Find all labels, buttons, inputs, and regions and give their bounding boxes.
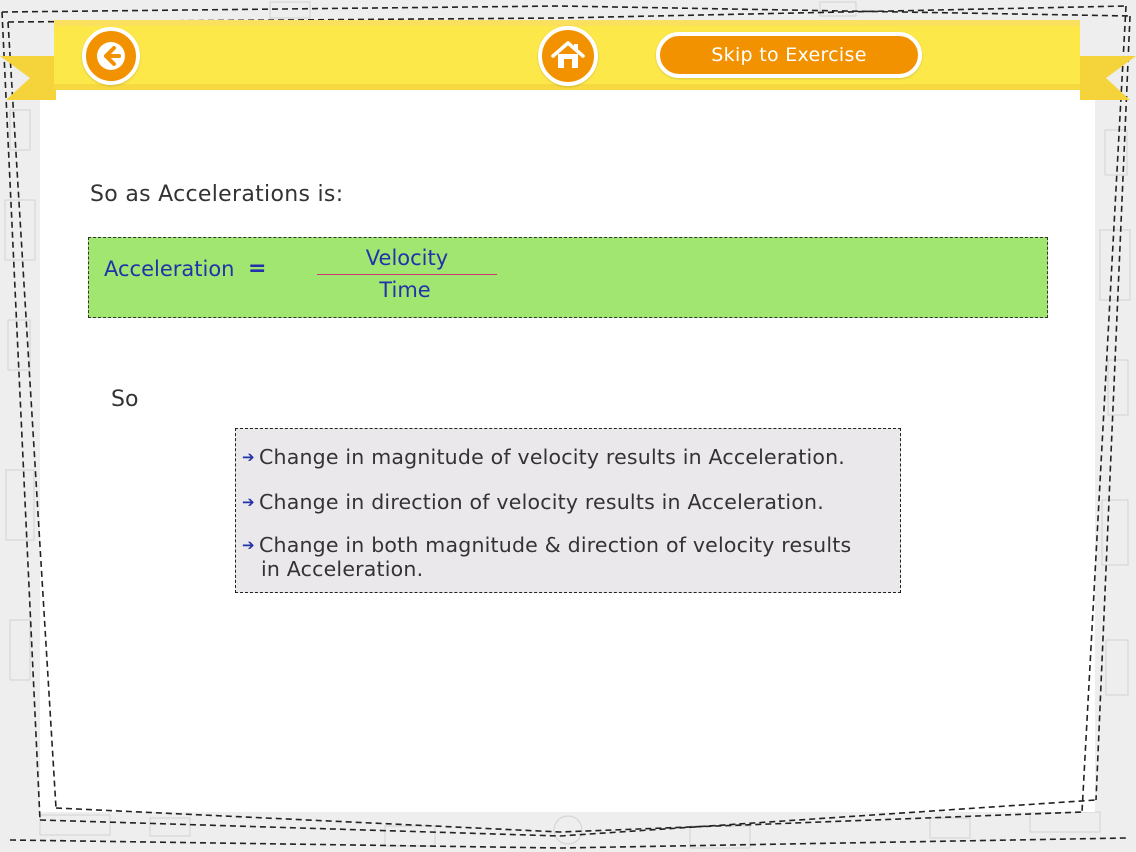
formula-numerator: Velocity [365,246,449,270]
back-button[interactable] [82,27,140,85]
fraction-line [317,274,497,275]
point-text: Change in magnitude of velocity results in Acceleration. [259,445,846,469]
home-button[interactable] [538,26,598,86]
header-ribbon [0,0,1136,110]
point-item [242,533,851,581]
point-continuation: in Acceleration. [261,557,424,581]
formula-equals: = [248,256,267,281]
formula-lhs: Acceleration [104,257,235,281]
point-item [242,445,845,469]
arrow-right-icon: ➔ [242,448,255,466]
home-icon [542,30,594,82]
intro-text: So as Accelerations is: [90,182,344,207]
arrow-left-icon [86,31,136,81]
formula-denominator: Time [379,278,431,302]
formula-box [88,237,1048,318]
so-label: So [111,387,139,412]
point-text: Change in both magnitude & direction of velocity results [259,533,852,557]
points-box [235,428,901,593]
point-text: Change in direction of velocity results in Acceleration. [259,490,824,514]
point-item [242,490,824,514]
skip-to-exercise-button[interactable]: Skip to Exercise [656,32,922,78]
arrow-right-icon: ➔ [242,536,255,554]
arrow-right-icon: ➔ [242,493,255,511]
